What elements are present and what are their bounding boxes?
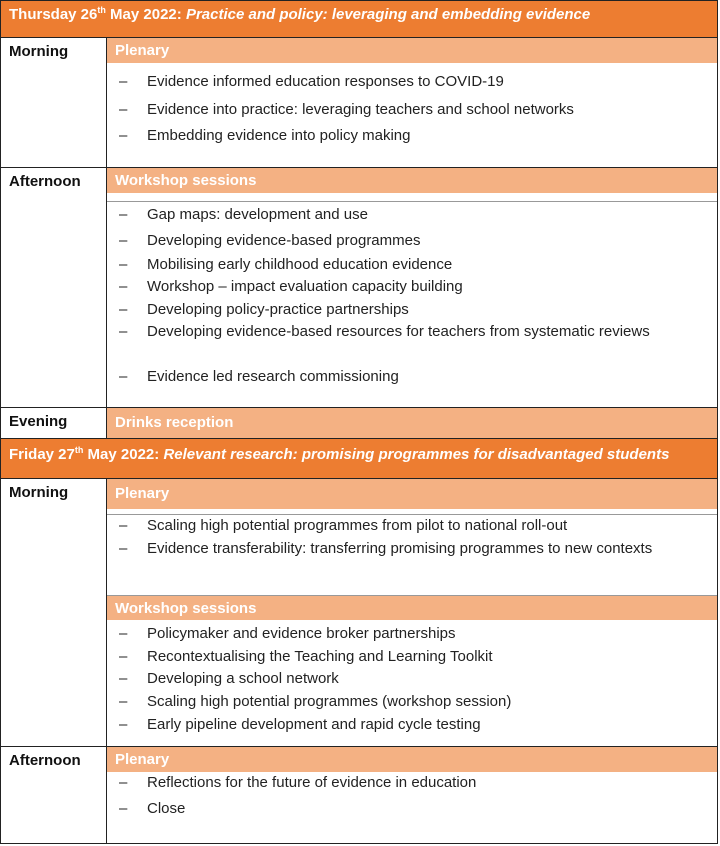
- block-type-band: Workshop sessions: [107, 168, 717, 193]
- day-date-suffix: th: [97, 5, 106, 15]
- dash-bullet: –: [119, 368, 128, 385]
- block-type-band: Plenary: [107, 479, 717, 509]
- item-text: Scaling high potential programmes from pilot to national roll-out: [147, 517, 568, 534]
- block-type-band: Workshop sessions: [107, 595, 717, 620]
- list-item: [119, 691, 687, 713]
- session-time-label: Morning: [1, 38, 107, 168]
- item-text: Scaling high potential programmes (workshop session): [147, 693, 512, 710]
- block-type-band: Drinks reception: [107, 408, 717, 438]
- list-item: [119, 276, 687, 298]
- session-content-thursday-afternoon: [107, 168, 717, 408]
- item-text: Embedding evidence into policy making: [147, 127, 411, 144]
- item-text: Policymaker and evidence broker partnerships: [147, 625, 456, 642]
- day-header-thursday: [1, 1, 717, 38]
- item-text: Workshop – impact evaluation capacity building: [147, 278, 463, 295]
- dash-bullet: –: [119, 206, 128, 223]
- session-time-label: Afternoon: [1, 747, 107, 843]
- day-theme: Practice and policy: leveraging and embedding evidence: [185, 6, 591, 23]
- dash-bullet: –: [119, 323, 128, 340]
- list-item: [119, 538, 687, 560]
- list-item: [119, 99, 687, 121]
- list-item: [119, 668, 687, 690]
- session-content-friday-afternoon: [107, 747, 717, 843]
- dash-bullet: –: [119, 774, 128, 791]
- dash-bullet: –: [119, 670, 128, 687]
- day-date: Thursday 26: [9, 6, 98, 23]
- dash-bullet: –: [119, 73, 128, 90]
- dash-bullet: –: [119, 127, 128, 144]
- session-content-thursday-evening: [107, 408, 717, 439]
- list-item: [119, 623, 687, 645]
- list-item: [119, 230, 687, 252]
- dash-bullet: –: [119, 625, 128, 642]
- list-item: [119, 798, 687, 820]
- item-text: Mobilising early childhood education evidence: [147, 256, 453, 273]
- list-item: [119, 321, 687, 343]
- day-date-suffix: th: [74, 445, 84, 455]
- dash-bullet: –: [119, 101, 128, 118]
- dash-bullet: –: [119, 301, 128, 318]
- dash-bullet: –: [119, 278, 128, 295]
- list-item: [119, 714, 687, 736]
- dash-bullet: –: [119, 648, 128, 665]
- dash-bullet: –: [119, 232, 128, 249]
- item-text: Recontextualising the Teaching and Learning Toolkit: [147, 648, 493, 665]
- list-item: [119, 254, 687, 276]
- item-text: Close: [147, 800, 186, 817]
- list-item: [119, 204, 687, 226]
- session-content-friday-morning: [107, 479, 717, 747]
- block-type-band: Plenary: [107, 747, 717, 772]
- session-time-label: Evening: [1, 408, 107, 439]
- day-header-friday: [1, 439, 717, 479]
- day-date-month: May 2022:: [105, 6, 182, 23]
- dash-bullet: –: [119, 517, 128, 534]
- session-content-thursday-morning: [107, 38, 717, 168]
- list-item: [119, 772, 687, 794]
- dash-bullet: –: [119, 693, 128, 710]
- dash-bullet: –: [119, 800, 128, 817]
- item-text: Early pipeline development and rapid cycle testing: [147, 716, 481, 733]
- day-date-month: May 2022:: [83, 446, 160, 463]
- list-item: [119, 299, 687, 321]
- list-item: [119, 71, 687, 93]
- item-text: Developing evidence-based resources for teachers from systematic reviews: [147, 323, 650, 340]
- dash-bullet: –: [119, 256, 128, 273]
- item-text: Developing a school network: [147, 670, 339, 687]
- day-date: Friday 27: [9, 446, 75, 463]
- day-theme: Relevant research: promising programmes for disadvantaged students: [163, 446, 670, 463]
- list-item: [119, 515, 687, 537]
- item-text: Evidence transferability: transferring promising programmes to new contexts: [147, 540, 653, 557]
- block-type-band: Plenary: [107, 38, 717, 63]
- session-time-label: Morning: [1, 479, 107, 747]
- list-item: [119, 125, 687, 147]
- list-item: [119, 646, 687, 668]
- dash-bullet: –: [119, 716, 128, 733]
- cell-divider: [107, 201, 717, 202]
- item-text: Evidence into practice: leveraging teachers and school networks: [147, 101, 574, 118]
- session-time-label: Afternoon: [1, 168, 107, 408]
- item-text: Developing evidence-based programmes: [147, 232, 421, 249]
- dash-bullet: –: [119, 540, 128, 557]
- item-text: Evidence informed education responses to COVID-19: [147, 73, 504, 90]
- item-text: Developing policy-practice partnerships: [147, 301, 409, 318]
- item-text: Gap maps: development and use: [147, 206, 368, 223]
- item-text: Reflections for the future of evidence in education: [147, 774, 477, 791]
- item-text: Evidence led research commissioning: [147, 368, 399, 385]
- list-item: [119, 366, 687, 388]
